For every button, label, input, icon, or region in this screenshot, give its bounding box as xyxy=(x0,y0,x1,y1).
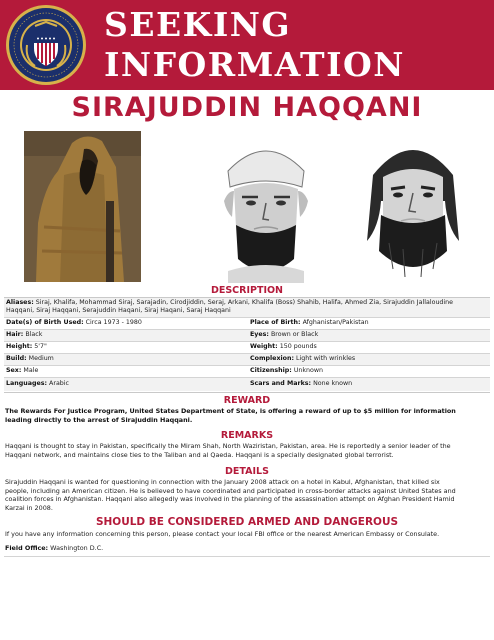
aliases-value-line2: Haqqani, Siraj Haqqani, Serajuddin Haqani, Siraj Haqani, Saraj Haqqani xyxy=(6,307,231,314)
table-row xyxy=(4,354,490,365)
citizenship-label: Citizenship: xyxy=(250,367,292,374)
field-office-label: Field Office: xyxy=(5,544,49,552)
reward-text-line1: The Rewards For Justice Program, United States Department of State, is offering a reward of up to $5 million for information xyxy=(5,407,456,415)
complexion-label: Complexion: xyxy=(250,355,294,362)
subject-photo xyxy=(24,131,141,282)
weight-value: 150 pounds xyxy=(279,343,317,350)
remarks-text-line1: Haqqani is thought to stay in Pakistan, specifically the Miram Shah, North Waziristan, Pakistan, area. He is reportedly a senior leader of the xyxy=(5,442,451,450)
subject-sketch-longhair xyxy=(353,131,473,280)
fbi-seal-icon xyxy=(5,4,87,86)
dob-value: Circa 1973 - 1980 xyxy=(85,319,142,326)
header-information: INFORMATION xyxy=(104,45,405,84)
contact-text: If you have any information concerning this person, please contact your local FBI office or the nearest American Embassy or Consulate. xyxy=(5,530,440,538)
languages-label: Languages: xyxy=(6,380,48,387)
dob-label: Date(s) of Birth Used: xyxy=(6,319,84,326)
header-seeking: SEEKING xyxy=(104,5,292,44)
description-heading: DESCRIPTION xyxy=(210,285,284,296)
remarks-heading: REMARKS xyxy=(220,430,274,441)
reward-heading: REWARD xyxy=(223,395,271,406)
details-text-line3: coalition forces in Afghanistan. Haqqani also allegedly was involved in the planning of the assassination attempt on Afghan President Hamid xyxy=(5,495,455,503)
aliases-value-line1: Siraj, Khalifa, Mohammad Siraj, Sarajadin, Cirodjiddin, Seraj, Arkani, Khalifa (Boss) Shahib, Halifa, Ahmed Zia, Sirajuddin Jallaloudine xyxy=(35,299,454,306)
remarks-text-line2: Haqqani network, and maintains close ties to the Taliban and al Qaeda. Haqqani is a specially designated global terrorist. xyxy=(5,450,394,459)
details-text-line2: people, including an American citizen. He is believed to have coordinated and participated in cross-border attacks against United States and xyxy=(5,486,456,495)
hair-label: Hair: xyxy=(6,331,24,338)
eyes-label: Eyes: xyxy=(250,331,269,338)
scars-label: Scars and Marks: xyxy=(250,380,312,387)
languages-value: Arabic xyxy=(49,380,70,387)
details-text-line4: Karzai in 2008. xyxy=(5,503,53,512)
reward-text xyxy=(5,407,489,424)
weight-label: Weight: xyxy=(250,343,278,350)
aliases-label: Aliases: xyxy=(6,299,34,306)
table-row xyxy=(4,330,490,341)
caution-heading: SHOULD BE CONSIDERED ARMED AND DANGEROUS xyxy=(95,516,399,528)
build-label: Build: xyxy=(6,355,27,362)
sex-label: Sex: xyxy=(6,367,22,374)
height-value: 5'7" xyxy=(34,343,47,350)
build-value: Medium xyxy=(28,355,54,362)
header-banner xyxy=(0,0,494,90)
citizenship-value: Unknown xyxy=(293,367,324,374)
complexion-value: Light with wrinkles xyxy=(296,355,356,362)
height-label: Height: xyxy=(6,343,33,350)
place-of-birth-label: Place of Birth: xyxy=(250,319,301,326)
sex-value: Male xyxy=(23,367,39,374)
bottom-divider xyxy=(4,556,490,557)
table-row xyxy=(4,378,490,391)
details-text xyxy=(5,478,489,512)
details-text-line1: Sirajuddin Haqqani is wanted for questioning in connection with the January 2008 attack on a hotel in Kabul, Afghanistan, that killed six xyxy=(5,478,440,486)
subject-name: SIRAJUDDIN HAQQANI xyxy=(71,92,423,123)
description-table xyxy=(4,297,490,393)
aliases-row xyxy=(4,298,490,317)
scars-value: None known xyxy=(313,380,353,387)
reward-text-line2: leading directly to the arrest of Sirajuddin Haqqani. xyxy=(5,415,193,424)
subject-sketch-turban xyxy=(208,131,324,283)
hair-value: Black xyxy=(25,331,43,338)
remarks-text xyxy=(5,442,489,459)
place-of-birth-value: Afghanistan/Pakistan xyxy=(302,319,369,326)
eyes-value: Brown or Black xyxy=(270,331,319,338)
details-heading: DETAILS xyxy=(225,466,269,477)
field-office xyxy=(5,544,489,553)
field-office-value: Washington D.C. xyxy=(50,544,104,552)
